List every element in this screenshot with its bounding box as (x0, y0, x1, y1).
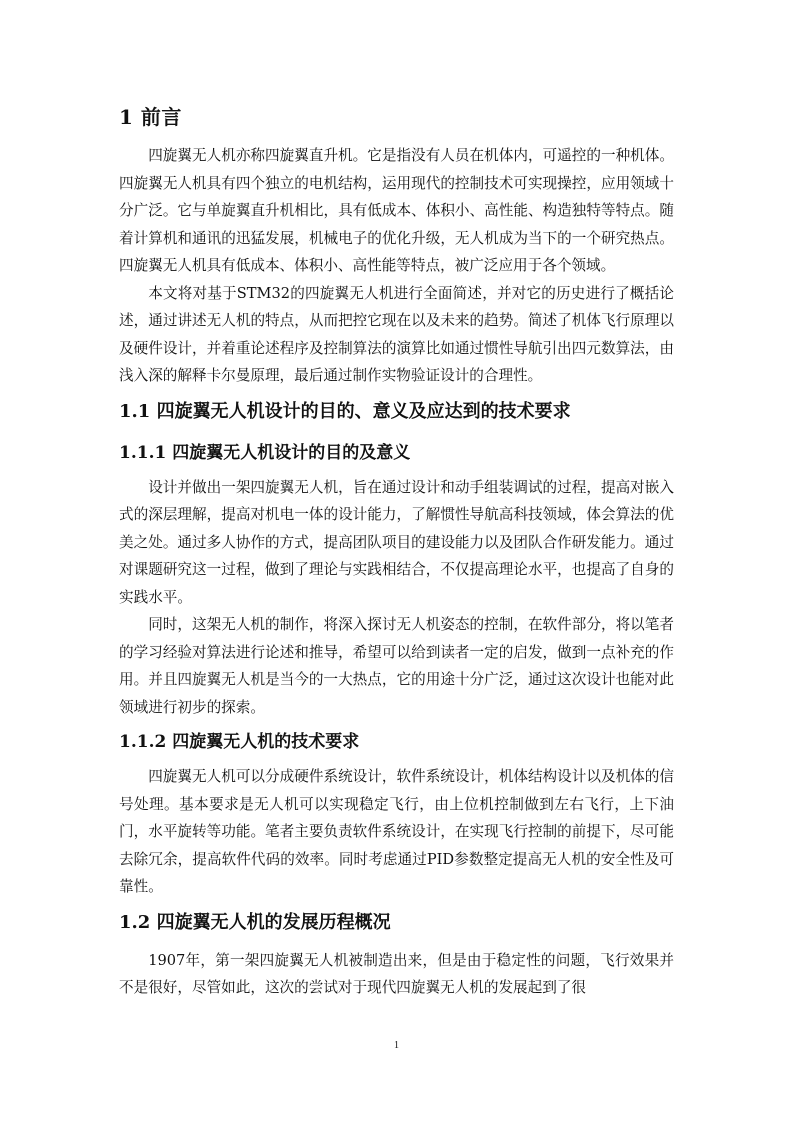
page-number: 1 (394, 1040, 399, 1051)
chapter-heading: 1 前言 (119, 105, 182, 129)
section-heading: 1.2 四旋翼无人机的发展历程概况 (119, 911, 391, 933)
body-paragraph: 设计并做出一架四旋翼无人机，旨在通过设计和动手组装调试的过程，提高对嵌入式的深层理解，提高对机电一体的设计能力，了解惯性导航高科技领域，体会算法的优美之处。通过多人协作的方式，提高团队项目的建设能力以及团队合作研发能力。通过对课题研究这一过程，做到了理论与实践相结合，不仅提高理论水平，也提高了自身的实践水平。 (119, 478, 674, 606)
body-paragraph: 1907年，第一架四旋翼无人机被制造出来，但是由于稳定性的问题，飞行效果并不是很好，尽管如此，这次的尝试对于现代四旋翼无人机的发展起到了很 (119, 951, 674, 996)
body-paragraph: 本文将对基于STM32的四旋翼无人机进行全面简述，并对它的历史进行了概括论述，通过讲述无人机的特点，从而把控它现在以及未来的趋势。简述了机体飞行原理以及硬件设计，并着重论述程序及控制算法的演算比如通过惯性导航引出四元数算法，由浅入深的解释卡尔曼原理，最后通过制作实物验证设计的合理性。 (119, 284, 674, 384)
subsection-heading: 1.1.2 四旋翼无人机的技术要求 (119, 732, 360, 752)
section-heading: 1.1 四旋翼无人机设计的目的、意义及应达到的技术要求 (119, 400, 571, 422)
body-paragraph: 同时，这架无人机的制作，将深入探讨无人机姿态的控制，在软件部分，将以笔者的学习经验对算法进行论述和推导，希望可以给到读者一定的启发，做到一点补充的作用。并且四旋翼无人机是当今的一大热点，它的用途十分广泛，通过这次设计也能对此领域进行初步的探索。 (119, 616, 674, 716)
body-paragraph: 四旋翼无人机可以分成硬件系统设计，软件系统设计，机体结构设计以及机体的信号处理。基本要求是无人机可以实现稳定飞行，由上位机控制做到左右飞行，上下油门，水平旋转等功能。笔者主要负责软件系统设计，在实现飞行控制的前提下，尽可能去除冗余，提高软件代码的效率。同时考虑通过PID参数整定提高无人机的安全性及可靠性。 (119, 768, 674, 895)
body-paragraph: 四旋翼无人机亦称四旋翼直升机。它是指没有人员在机体内，可遥控的一种机体。四旋翼无人机具有四个独立的电机结构，运用现代的控制技术可实现操控，应用领域十分广泛。它与单旋翼直升机相比，具有低成本、体积小、高性能、构造独特等特点。随着计算机和通讯的迅猛发展，机械电子的优化升级，无人机成为当下的一个研究热点。四旋翼无人机具有低成本、体积小、高性能等特点，被广泛应用于各个领域。 (119, 147, 674, 274)
subsection-heading: 1.1.1 四旋翼无人机设计的目的及意义 (119, 442, 411, 463)
document-body (119, 100, 674, 1002)
